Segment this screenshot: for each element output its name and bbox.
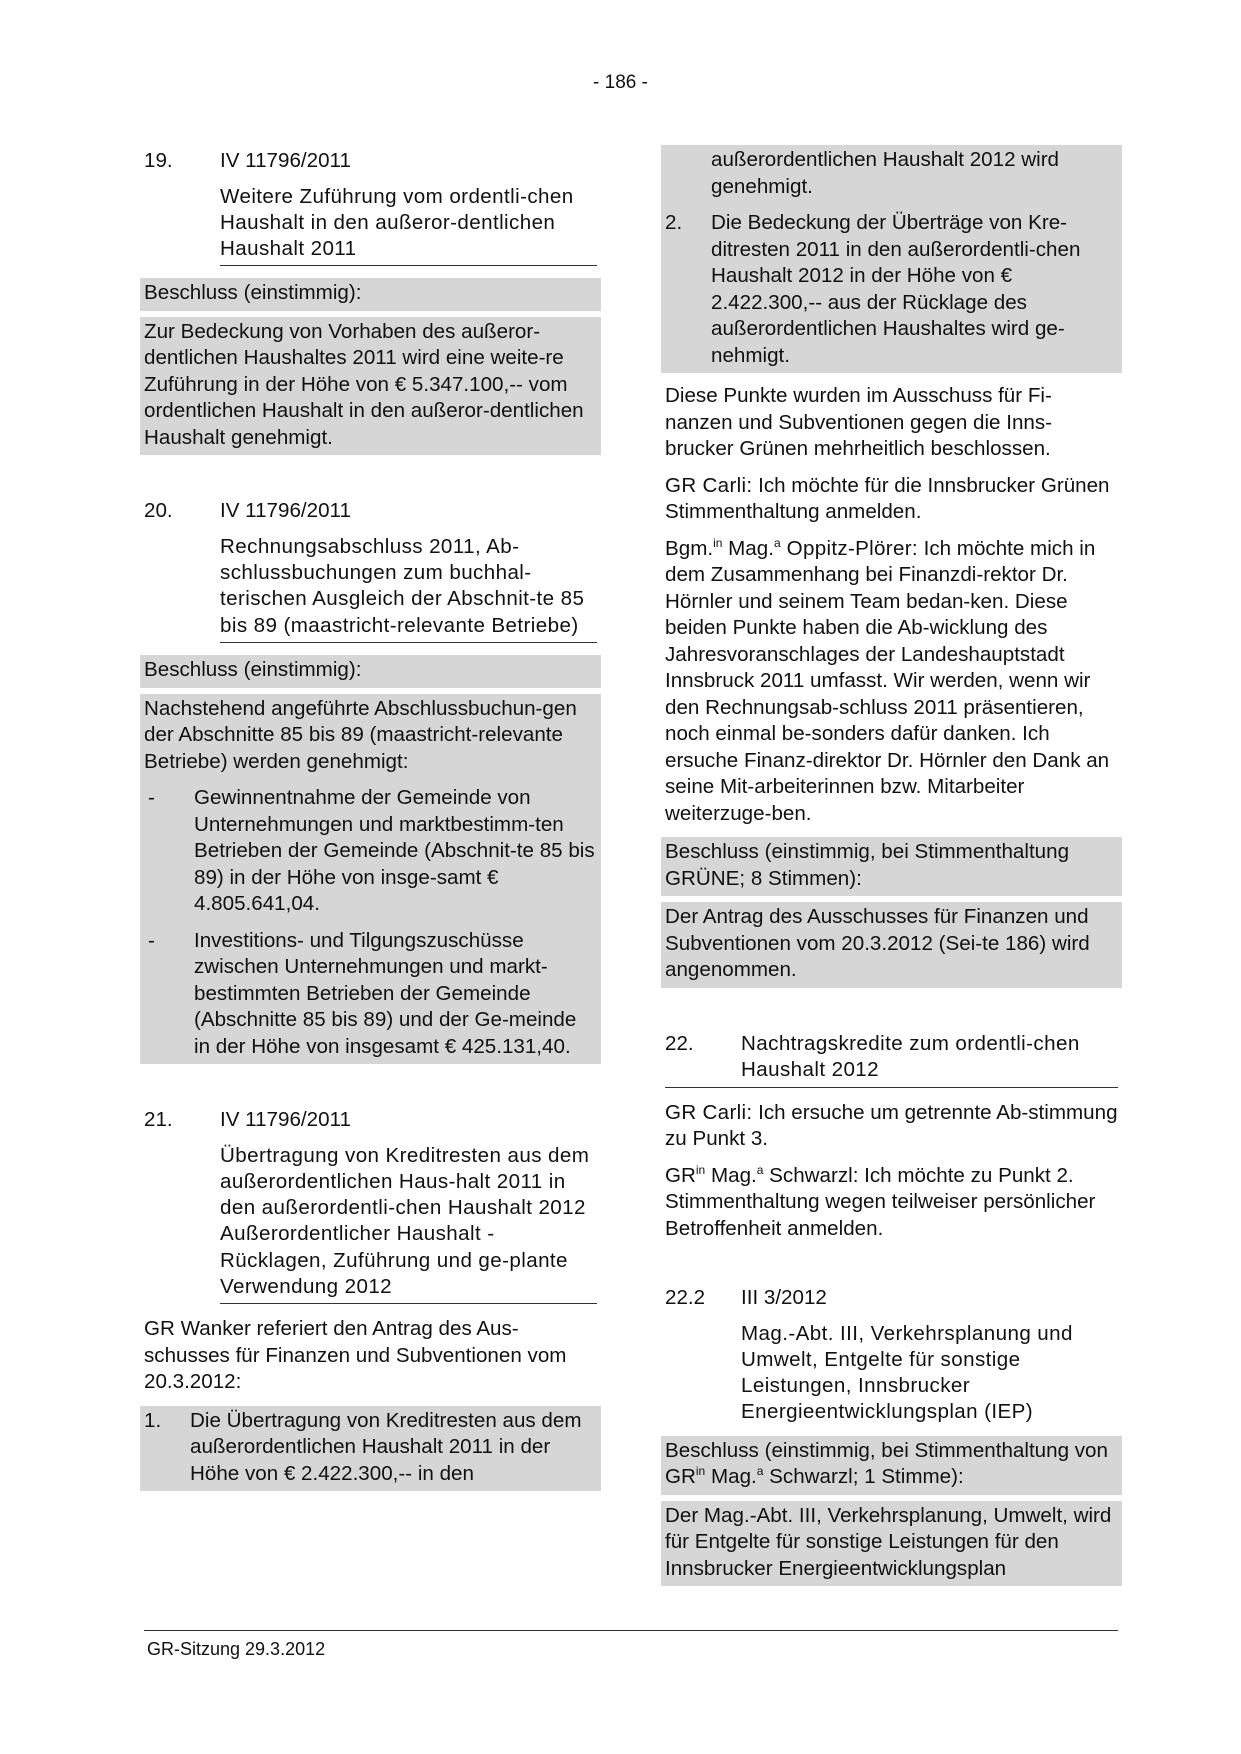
referent-text: GR Wanker referiert den Antrag des Aus-schusses für Finanzen und Subventionen vom 20.3.2012:	[144, 1317, 567, 1394]
item-number: 22.2	[665, 1286, 706, 1309]
motion-point-1	[140, 1406, 601, 1492]
bullet-mark: -	[148, 928, 155, 952]
list-item	[144, 785, 597, 918]
point-number: 1.	[144, 1408, 162, 1432]
resolution-label: Beschluss (einstimmig):	[140, 278, 601, 311]
speaker-title: GR	[665, 1163, 696, 1187]
item-title: Nachtragskredite zum ordentli-chen Haushalt 2012	[741, 1031, 1080, 1081]
speaker-title: Bgm.	[665, 536, 714, 560]
page-number: - 186 -	[593, 72, 648, 93]
resolution-text: Zur Bedeckung von Vorhaben des außeror-dentlichen Haushaltes 2011 wird eine weite-re Zuführung in der Höhe von € 5.347.100,-- vom ordentlichen Haushalt in den außeror-dentlichen Haushalt genehmigt.	[140, 317, 601, 456]
item-title: Übertragung von Kreditresten aus dem außerordentlichen Haus-halt 2011 in den außerordentli-chen Haushalt 2012 Außerordentlicher Haushalt - Rücklagen, Zuführung und ge-plante Verwendung 2012	[220, 1143, 597, 1305]
point-text: Die Übertragung von Kreditresten aus dem außerordentlichen Haushalt 2011 in der Höhe von € 2.422.300,-- in den	[190, 1408, 582, 1485]
left-column	[144, 148, 597, 1491]
resolution-body	[140, 694, 601, 1065]
speech-schwarzl: $GR^{in}$ Mag.$^a$ Schwarzl: Ich möchte zu Punkt 2. Stimmenthaltung wegen teilweiser persönlicher Betroffenheit anmelden.	[665, 1162, 1096, 1240]
speech-text: Ich möchte für die Innsbrucker Grünen Stimmenthaltung anmelden.	[665, 473, 1110, 523]
footer-session: GR-Sitzung 29.3.2012	[147, 1639, 326, 1659]
resolution-label: Beschluss (einstimmig):	[140, 655, 601, 688]
speaker-name: GR Carli:	[665, 473, 753, 497]
speaker-name: GR Carli:	[665, 1100, 753, 1124]
resolution-text: Nachstehend angeführte Abschlussbuchun-gen der Abschnitte 85 bis 89 (maastricht-relevante Betriebe) werden genehmigt:	[144, 696, 577, 773]
agenda-item-20	[144, 498, 597, 1064]
item-number: 22.	[665, 1031, 694, 1055]
agenda-item-22-2	[665, 1285, 1118, 1586]
item-title: Weitere Zuführung vom ordentli-chen Haushalt in den außeror-dentlichen Haushalt 2011	[220, 184, 597, 267]
bullet-text: Investitions- und Tilgungszuschüsse zwischen Unternehmungen und markt-bestimmten Betrieben der Gemeinde (Abschnitte 85 bis 89) und der Ge-meinde in der Höhe von insgesamt € 425.131,40.	[194, 928, 577, 1058]
list-item	[144, 928, 597, 1061]
bullet-text: Gewinnentnahme der Gemeinde von Unternehmungen und marktbestimm-ten Betrieben der Gemeinde (Abschnit-te 85 bis 89) in der Höhe von insge-samt € 4.805.641,04.	[194, 786, 595, 916]
speech-carli	[665, 1100, 1118, 1153]
motion-point-2	[665, 210, 1118, 369]
item-number: 20.	[144, 499, 173, 523]
resolution-label: Beschluss (einstimmig, bei Stimmenthaltung GRÜNE; 8 Stimmen):	[661, 837, 1122, 896]
bullet-mark: -	[148, 786, 155, 810]
right-column	[665, 145, 1118, 1586]
speaker-name: Schwarzl:	[763, 1163, 859, 1187]
item-reference: III 3/2012	[741, 1286, 827, 1309]
agenda-item-22	[665, 1031, 1118, 1243]
agenda-item-19	[144, 148, 597, 455]
speech-text: Ich ersuche um getrennte Ab-stimmung zu Punkt 3.	[665, 1100, 1118, 1150]
motion-continuation	[661, 145, 1122, 373]
speech-text: Ich möchte mich in dem Zusammenhang bei Finanzdi-rektor Dr. Hörnler und seinem Team bedan-ken. Diese beiden Punkte haben die Ab-wicklung des Jahresvoranschlages der Landeshauptstadt Innsbruck 2011 umfasst. Wir werden, wenn wir den Rechnungsab-schluss 2011 präsentieren, noch einmal be-sonders dafür danken. Ich ersuche Finanz-direktor Dr. Hörnler den Dank an seine Mit-arbeiterinnen bzw. Mitarbeiter weiterzuge-ben.	[665, 536, 1110, 825]
speech-mayor: Bgm.$^{in}$ Mag.$^a$ Oppitz-Plörer: Ich möchte mich in dem Zusammenhang bei Finanzdi-rektor Dr. Hörnler und seinem Team bedan-ken. Diese beiden Punkte haben die Ab-wicklung des Jahresvoranschlages der Landeshauptstadt Innsbruck 2011 umfasst. Wir werden, wenn wir den Rechnungsab-schluss 2011 präsentieren, noch einmal be-sonders dafür danken. Ich ersuche Finanz-direktor Dr. Hörnler den Dank an seine Mit-arbeiterinnen bzw. Mitarbeiter weiterzuge-ben.	[665, 535, 1110, 825]
speech-text: Ich möchte zu Punkt 2. Stimmenthaltung wegen teilweiser persönlicher Betroffenheit anmelden.	[665, 1163, 1096, 1240]
speech-carli	[665, 473, 1118, 526]
point-number: 2.	[665, 211, 683, 234]
item-title: Mag.-Abt. III, Verkehrsplanung und Umwelt, Entgelte für sonstige Leistungen, Innsbrucker Energieentwicklungsplan (IEP)	[741, 1321, 1073, 1424]
item-reference: IV 11796/2011	[220, 1108, 351, 1132]
item-number: 21.	[144, 1108, 173, 1132]
resolution-label: Beschluss (einstimmig, bei Stimmenthaltung von $GR^{in}$ Mag.$^a$ Schwarzl; 1 Stimme):	[661, 1436, 1122, 1495]
item-number: 19.	[144, 149, 173, 172]
footer-rule	[144, 1630, 1118, 1631]
item-reference: IV 11796/2011	[220, 499, 351, 523]
committee-note: Diese Punkte wurden im Ausschuss für Fi-nanzen und Subventionen gegen die Inns-brucker Grünen mehrheitlich beschlossen.	[665, 384, 1053, 460]
point-text: außerordentlichen Haushalt 2012 wird genehmigt.	[711, 148, 1060, 198]
point-text: Die Bedeckung der Überträge von Kre-ditresten 2011 in den außerordentli-chen Haushalt 2012 in der Höhe von € 2.422.300,-- aus der Rücklage des außerordentlichen Haushaltes wird ge-nehmigt.	[711, 211, 1081, 367]
resolution-text: Der Antrag des Ausschusses für Finanzen und Subventionen vom 20.3.2012 (Sei-te 186) wird angenommen.	[661, 902, 1122, 988]
item-reference: IV 11796/2011	[220, 149, 351, 172]
speaker-name: Oppitz-Plörer:	[780, 536, 918, 560]
resolution-text: Der Mag.-Abt. III, Verkehrsplanung, Umwelt, wird für Entgelte für sonstige Leistungen für den Innsbrucker Energieentwicklungsplan	[661, 1501, 1122, 1587]
item-title: Rechnungsabschluss 2011, Ab-schlussbuchungen zum buchhal-terischen Ausgleich der Abschnit-te 85 bis 89 (maastricht-relevante Betriebe)	[220, 534, 597, 643]
agenda-item-21	[144, 1107, 597, 1491]
